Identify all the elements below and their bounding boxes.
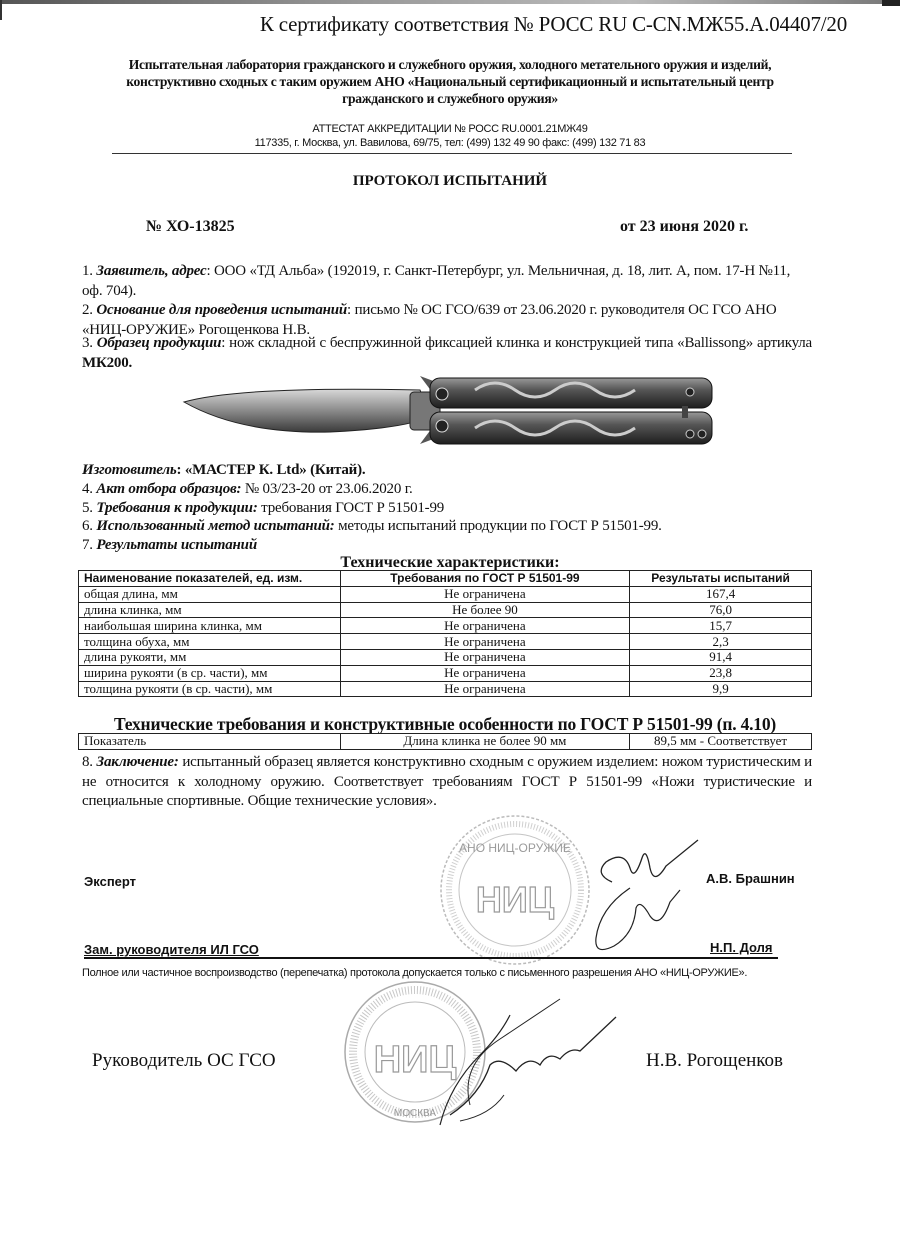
indicator-cell: Показатель: [79, 734, 341, 750]
section-conclusion: [82, 753, 812, 812]
signature-head-icon: [420, 995, 620, 1135]
requirement-cell: Не более 90: [340, 602, 630, 618]
section-label: Основание для проведения испытаний: [96, 302, 348, 318]
manufacturer: [82, 461, 812, 481]
requirement-cell: Не ограничена: [340, 586, 630, 602]
result-cell: 9,9: [630, 681, 812, 697]
accreditation-number: АТТЕСТАТ АККРЕДИТАЦИИ № РОСС RU.0001.21МЖ49: [312, 123, 588, 135]
certificate-reference: К сертификату соответствия № РОСС RU C-CN.МЖ55.А.04407/20: [259, 12, 847, 36]
section-label: Заключение:: [96, 754, 179, 770]
section-text: методы испытаний продукции по ГОСТ Р 51501-99.: [334, 518, 662, 534]
butterfly-knife-photo-icon: [180, 368, 720, 450]
head-title: Руководитель ОС ГСО: [92, 1050, 276, 1071]
requirements-table-title: Технические требования и конструктивные особенности по ГОСТ Р 51501-99 (п. 4.10): [113, 714, 777, 734]
requirement-cell: Не ограничена: [340, 618, 630, 634]
parameter-cell: длина рукояти, мм: [79, 649, 341, 665]
stamp-logo: НИЦ: [475, 879, 555, 920]
section-requirements: [82, 499, 812, 519]
section-text: : письмо № ОС ГСО/639 от 23.06.2020 г. руководителя ОС ГСО АНО «НИЦ-ОРУЖИЕ» Рогощенкова Н.В.: [82, 302, 777, 338]
parameter-cell: общая длина, мм: [79, 586, 341, 602]
section-number: 5.: [82, 500, 97, 516]
section-number: 6.: [82, 518, 97, 534]
head-name: Н.В. Рогощенков: [646, 1050, 784, 1071]
parameter-cell: толщина рукояти (в ср. части), мм: [79, 681, 341, 697]
section-number: 1.: [82, 263, 97, 279]
requirement-cell: Не ограничена: [340, 649, 630, 665]
result-cell: 91,4: [630, 649, 812, 665]
section-text: : ООО «ТД Альба» (192019, г. Санкт-Петербург, ул. Мельничная, д. 18, лит. А, пом. 17-Н №11, оф. 704).: [82, 263, 791, 299]
spec-table-title: Технические характеристики:: [340, 554, 560, 571]
section-applicant: [82, 262, 812, 301]
lab-address: 117335, г. Москва, ул. Вавилова, 69/75, тел: (499) 132 49 90 факс: (499) 132 71 83: [254, 137, 646, 149]
stamp-text: АНО НИЦ-ОРУЖИЕ: [459, 841, 571, 855]
section-number: 2.: [82, 302, 97, 318]
parameter-cell: ширина рукояти (в ср. части), мм: [79, 665, 341, 681]
protocol-date: от 23 июня 2020 г.: [620, 218, 749, 235]
header-divider: [112, 153, 792, 154]
section-label: Заявитель, адрес: [96, 263, 207, 279]
requirement-cell: Не ограничена: [340, 634, 630, 650]
deputy-name: Н.П. Доля: [710, 940, 773, 955]
requirement-cell: Не ограничена: [340, 665, 630, 681]
result-cell: 2,3: [630, 634, 812, 650]
column-header: Требования по ГОСТ Р 51501-99: [340, 571, 630, 587]
section-number: 3.: [82, 335, 97, 351]
signature-line: [84, 957, 778, 959]
spec-table: [78, 570, 812, 697]
table-row: [79, 649, 812, 665]
section-text: требования ГОСТ Р 51501-99: [257, 500, 445, 516]
result-cell: 76,0: [630, 602, 812, 618]
section-label: Изготовитель: [82, 462, 177, 478]
table-row: [79, 681, 812, 697]
table-row: [79, 665, 812, 681]
section-number: 7.: [82, 537, 97, 553]
expert-name: А.В. Брашнин: [706, 871, 795, 886]
section-results: [82, 536, 812, 556]
scan-edge-corner: [882, 0, 900, 6]
article-number: МК200.: [82, 354, 133, 371]
section-label: Акт отбора образцов:: [96, 481, 242, 497]
section-label: Результаты испытаний: [96, 537, 257, 553]
result-cell: 15,7: [630, 618, 812, 634]
stamp-city: МОСКВА: [393, 1108, 437, 1119]
protocol-number: № ХО-13825: [146, 218, 235, 235]
protocol-title: ПРОТОКОЛ ИСПЫТАНИЙ: [352, 173, 548, 189]
manufacturer-value: : «МАСТЕР К. Ltd» (Китай).: [176, 462, 366, 478]
deputy-title: Зам. руководителя ИЛ ГСО: [84, 942, 259, 957]
stamp-icon: [430, 812, 600, 972]
result-cell: 167,4: [630, 586, 812, 602]
parameter-cell: длина клинка, мм: [79, 602, 341, 618]
section-text: испытанный образец является конструктивно сходным с оружием изделием: ножом туристическим и не относится к холодному оружию. Соответствует требованиям ГОСТ Р 51501-99 «Ножи туристические и специальные спортивные. Общие технические условия».: [82, 754, 812, 809]
result-cell: 89,5 мм - Соответствует: [630, 734, 812, 750]
table-row: [79, 586, 812, 602]
section-text: : нож складной с беспружинной фиксацией клинка и конструкцией типа «Ballissong» артикула: [221, 335, 812, 351]
result-cell: 23,8: [630, 665, 812, 681]
section-label: Образец продукции: [96, 335, 222, 351]
section-text: № 03/23-20 от 23.06.2020 г.: [241, 481, 413, 497]
table-row: [79, 618, 812, 634]
accreditation-block: [200, 122, 700, 150]
section-number: 8.: [82, 754, 97, 770]
parameter-cell: толщина обуха, мм: [79, 634, 341, 650]
requirements-table: [78, 733, 812, 750]
table-row: [79, 602, 812, 618]
table-row: [79, 734, 812, 750]
section-label: Использованный метод испытаний:: [96, 518, 335, 534]
section-label: Требования к продукции:: [96, 500, 258, 516]
signature-expert-icon: [590, 838, 700, 958]
section-sampling-act: [82, 480, 812, 500]
requirement-cell: Длина клинка не более 90 мм: [340, 734, 630, 750]
section-number: 4.: [82, 481, 97, 497]
stamp-logo: НИЦ: [373, 1039, 457, 1081]
column-header: Наименование показателей, ед. изм.: [79, 571, 341, 587]
scan-edge-top: [0, 0, 900, 4]
section-test-method: [82, 517, 812, 537]
expert-title: Эксперт: [84, 874, 137, 889]
table-header-row: [79, 571, 812, 587]
table-row: [79, 634, 812, 650]
column-header: Результаты испытаний: [630, 571, 812, 587]
laboratory-name: Испытательная лаборатория гражданского и служебного оружия, холодного метательного оружия и изделий, конструктивно сходных с таким оружием АНО «Национальный сертификационный и испытательный центр гражданского и служебного оружия»: [126, 57, 774, 106]
parameter-cell: наибольшая ширина клинка, мм: [79, 618, 341, 634]
reproduction-notice: Полное или частичное воспроизводство (перепечатка) протокола допускается только с письменного разрешения АНО «НИЦ-ОРУЖИЕ».: [82, 967, 748, 979]
requirement-cell: Не ограничена: [340, 681, 630, 697]
